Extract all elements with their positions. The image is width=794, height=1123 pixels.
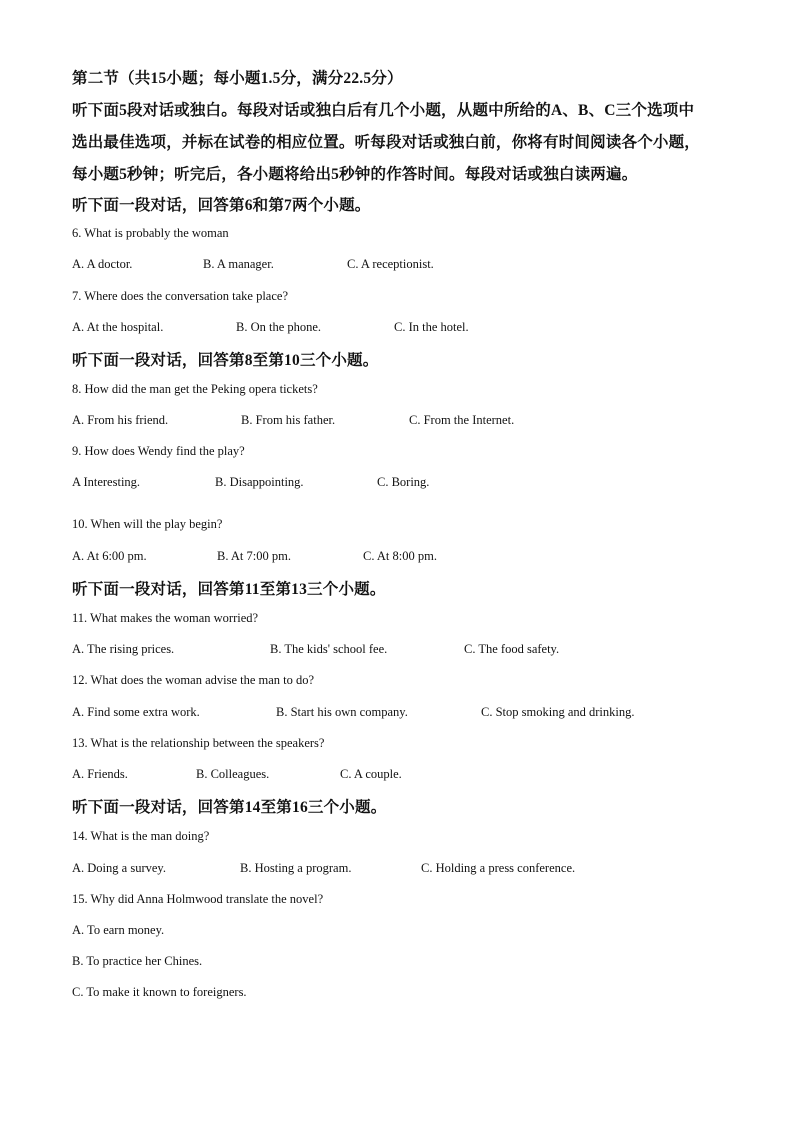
q12-option-a[interactable]: A. Find some extra work. bbox=[72, 705, 200, 719]
q10-option-b[interactable]: B. At 7:00 pm. bbox=[217, 549, 291, 563]
section-heading: 第二节（共15小题；每小题1.5分，满分22.5分） bbox=[72, 70, 403, 87]
q10-option-a[interactable]: A. At 6:00 pm. bbox=[72, 549, 147, 563]
q15-option-a[interactable]: A. To earn money. bbox=[72, 923, 165, 937]
q6-option-c[interactable]: C. A receptionist. bbox=[347, 257, 434, 271]
q14-option-c[interactable]: C. Holding a press conference. bbox=[421, 861, 576, 875]
q11-option-a[interactable]: A. The rising prices. bbox=[72, 642, 175, 656]
q11-option-b[interactable]: B. The kids' school fee. bbox=[270, 642, 388, 656]
q6-option-b[interactable]: B. A manager. bbox=[203, 257, 274, 271]
q14-option-b[interactable]: B. Hosting a program. bbox=[240, 861, 352, 875]
q7-option-b[interactable]: B. On the phone. bbox=[236, 320, 322, 334]
q13-option-c[interactable]: C. A couple. bbox=[340, 767, 402, 781]
question-11: 11. What makes the woman worried? bbox=[72, 611, 259, 625]
q8-option-c[interactable]: C. From the Internet. bbox=[409, 413, 515, 427]
question-7: 7. Where does the conversation take place? bbox=[72, 289, 288, 303]
q7-option-a[interactable]: A. At the hospital. bbox=[72, 320, 164, 334]
q8-option-b[interactable]: B. From his father. bbox=[241, 413, 336, 427]
q6-option-a[interactable]: A. A doctor. bbox=[72, 257, 133, 271]
q9-option-a[interactable]: A Interesting. bbox=[72, 475, 141, 489]
q14-option-a[interactable]: A. Doing a survey. bbox=[72, 861, 166, 875]
q12-option-c[interactable]: C. Stop smoking and drinking. bbox=[481, 705, 635, 719]
q8-option-a[interactable]: A. From his friend. bbox=[72, 413, 169, 427]
q13-option-a[interactable]: A. Friends. bbox=[72, 767, 128, 781]
group-intro-1: 听下面一段对话，回答第6和第7两个小题。 bbox=[72, 197, 371, 214]
group-intro-4: 听下面一段对话，回答第14至第16三个小题。 bbox=[72, 799, 387, 816]
q13-option-b[interactable]: B. Colleagues. bbox=[196, 767, 270, 781]
q11-option-c[interactable]: C. The food safety. bbox=[464, 642, 560, 656]
question-6: 6. What is probably the woman bbox=[72, 226, 229, 240]
instruction-line-2: 选出最佳选项，并标在试卷的相应位置。听每段对话或独白前，你将有时间阅读各个小题， bbox=[72, 134, 701, 151]
q15-option-b[interactable]: B. To practice her Chines. bbox=[72, 954, 203, 968]
question-9: 9. How does Wendy find the play? bbox=[72, 444, 245, 458]
q9-option-c[interactable]: C. Boring. bbox=[377, 475, 430, 489]
group-intro-3: 听下面一段对话，回答第11至第13三个小题。 bbox=[72, 581, 386, 598]
q9-option-b[interactable]: B. Disappointing. bbox=[215, 475, 304, 489]
question-8: 8. How did the man get the Peking opera tickets? bbox=[72, 382, 318, 396]
q15-option-c[interactable]: C. To make it known to foreigners. bbox=[72, 985, 247, 999]
question-13: 13. What is the relationship between the speakers? bbox=[72, 736, 325, 750]
question-10: 10. When will the play begin? bbox=[72, 517, 223, 531]
q10-option-c[interactable]: C. At 8:00 pm. bbox=[363, 549, 437, 563]
question-14: 14. What is the man doing? bbox=[72, 829, 210, 843]
question-15: 15. Why did Anna Holmwood translate the novel? bbox=[72, 892, 324, 906]
question-12: 12. What does the woman advise the man to do? bbox=[72, 673, 315, 687]
q7-option-c[interactable]: C. In the hotel. bbox=[394, 320, 469, 334]
instruction-line-1: 听下面5段对话或独白。每段对话或独白后有几个小题，从题中所给的A、B、C三个选项中 bbox=[72, 102, 695, 119]
instruction-line-3: 每小题5秒钟；听完后，各小题将给出5秒钟的作答时间。每段对话或独白读两遍。 bbox=[72, 166, 638, 183]
q12-option-b[interactable]: B. Start his own company. bbox=[276, 705, 408, 719]
group-intro-2: 听下面一段对话，回答第8至第10三个小题。 bbox=[72, 352, 379, 369]
